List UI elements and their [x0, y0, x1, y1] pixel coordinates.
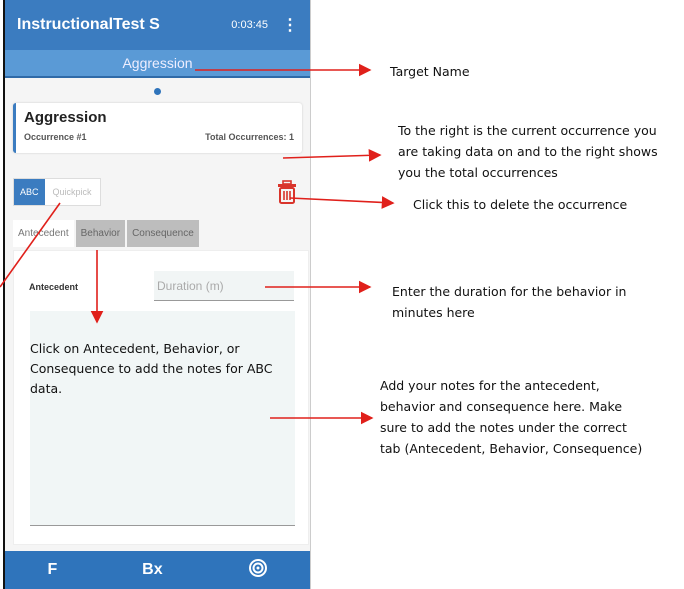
annotation-duration: Enter the duration for the behavior in minutes here [392, 284, 627, 320]
annotation-target-name: Target Name [390, 64, 470, 79]
section-label: Antecedent [29, 282, 79, 292]
nav-frequency[interactable]: F [47, 561, 58, 578]
app-title: InstructionalTest S [17, 16, 160, 33]
annotation-occurrence: To the right is the current occurrence you are taking data on and to the right shows you the total occurrences [398, 123, 658, 180]
quickpick-mode-button[interactable]: Quickpick [52, 187, 92, 197]
target-name-bar: Aggression [5, 50, 310, 78]
tab-behavior[interactable]: Behavior [76, 220, 125, 247]
duration-input[interactable]: Duration (m) [154, 271, 294, 301]
session-timer: 0:03:45 [231, 19, 268, 31]
notes-textarea[interactable]: Click on Antecedent, Behavior, or Consequence to add the notes for ABC data. [30, 311, 295, 526]
card-target-name: Aggression [24, 109, 107, 126]
total-occurrences: Total Occurrences: 1 [205, 132, 294, 142]
tab-antecedent[interactable]: Antecedent [13, 220, 74, 247]
occurrence-number: Occurrence #1 [24, 132, 87, 142]
nav-behavior[interactable]: Bx [142, 561, 163, 578]
more-vert-icon[interactable]: ⋮ [282, 17, 298, 34]
annotation-notes: Add your notes for the antecedent, behavior and consequence here. Make sure to add the notes under the correct tab (Antecedent, Behavior, Consequence) [380, 378, 643, 456]
tab-consequence[interactable]: Consequence [127, 220, 199, 247]
annotation-delete: Click this to delete the occurrence [413, 197, 628, 212]
abc-mode-button[interactable]: ABC [14, 179, 45, 205]
